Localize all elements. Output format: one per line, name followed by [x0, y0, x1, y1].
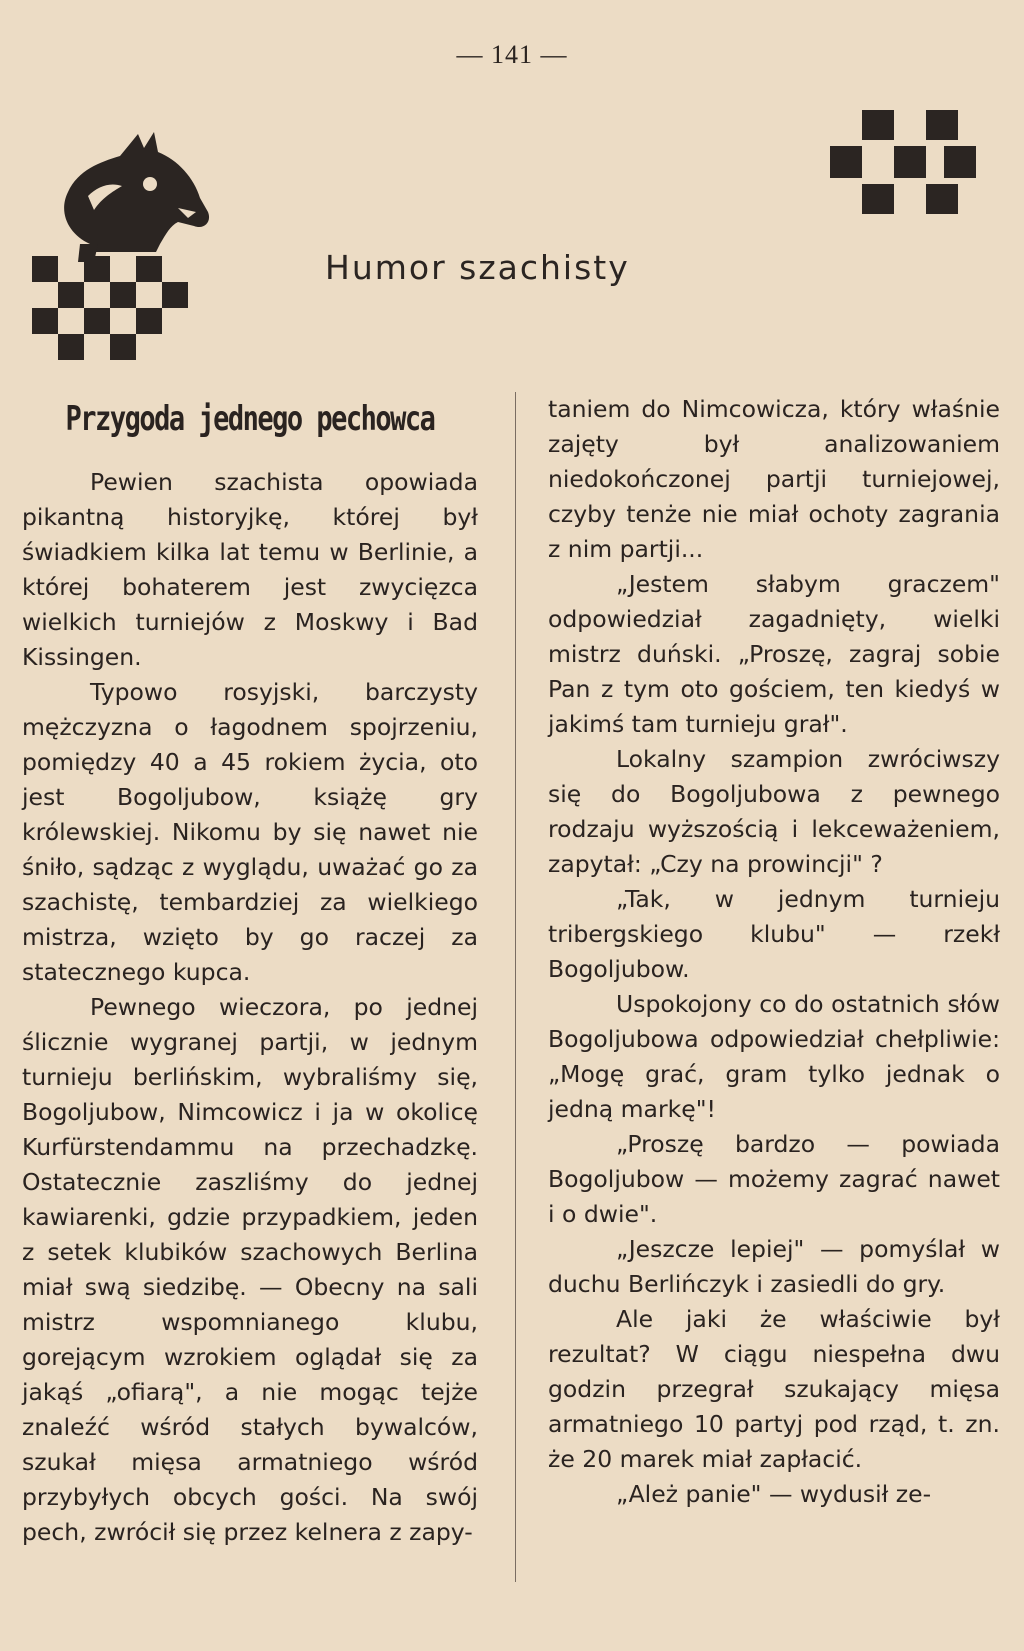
paragraph: Lokalny szampion zwróciwszy się do Bogoljubowa z pewnego rodzaju wyższością i lekceważeniem, zapytał: „Czy na prowincji" ? — [548, 745, 1000, 878]
page-title: Humor szachisty — [325, 248, 630, 287]
paragraph-continuation: taniem do Nimcowicza, który właśnie zajęty był analizowaniem niedokończonej partji turniejowej, czyby tenże nie miał ochoty zagrania z nim partji... — [548, 395, 1000, 563]
right-column — [548, 392, 1000, 1512]
paragraph: Typowo rosyjski, barczysty mężczyzna o łagodnem spojrzeniu, pomiędzy 40 a 45 rokiem życia, oto jest Bogoljubow, książę gry królewskiej. Nikomu by się nawet nie śniło, sądząc z wyglądu, uważać go za szachistę, tembardziej za wielkiego mistrza, wzięto by go raczej za statecznego kupca. — [22, 678, 478, 986]
chess-knight-emblem — [28, 126, 228, 366]
paragraph: „Jestem słabym graczem" odpowiedział zagadnięty, wielki mistrz duński. „Proszę, zagraj sobie Pan z tym oto gościem, ten kiedyś w jakimś tam turnieju grał". — [548, 570, 1000, 738]
paragraph: Uspokojony co do ostatnich słów Bogoljubowa odpowiedział chełpliwie: „Mogę grać, gram tylko jednak o jedną markę"! — [548, 990, 1000, 1123]
column-divider — [515, 392, 516, 1582]
paragraph: Pewnego wieczora, po jednej ślicznie wygranej partji, w jednym turnieju berlińskim, wybraliśmy się, Bogoljubow, Nimcowicz i ja w okolicę Kurfürstendammu na przechadzkę. Ostatecznie zaszliśmy do jednej kawiarenki, gdzie przypadkiem, jeden z setek klubików szachowych Berlina miał swą siedzibę. — Obecny na sali mistrz wspomnianego klubu, gorejącym wzrokiem oglądał się za jakąś „ofiarą", a nie mogąc tejże znaleźć wśród stałych bywalców, szukał mięsa armatniego wśród przybyłych obcych gości. Na swój pech, zwrócił się przez kelnera z zapy- — [22, 993, 478, 1546]
paragraph: „Proszę bardzo — powiada Bogoljubow — możemy zagrać nawet i o dwie". — [548, 1130, 1000, 1228]
paragraph: „Tak, w jednym turnieju tribergskiego klubu" — rzekł Bogoljubow. — [548, 885, 1000, 983]
chessboard-emblem — [826, 108, 976, 218]
paragraph: „Ależ panie" — wydusił ze- — [616, 1480, 932, 1508]
article-heading: Przygoda jednego pechowca — [65, 400, 435, 439]
paragraph: Pewien szachista opowiada pikantną historyjkę, której był świadkiem kilka lat temu w Berlinie, a której bohaterem jest zwycięzca wielkich turniejów z Moskwy i Bad Kissingen. — [22, 468, 478, 671]
paragraph: Ale jaki że właściwie był rezultat? W ciągu niespełna dwu godzin przegrał szukający mięsa armatniego 10 partyj pod rząd, t. zn. że 20 marek miał zapłacić. — [548, 1305, 1000, 1473]
left-column — [22, 392, 478, 1550]
paragraph: „Jeszcze lepiej" — pomyślał w duchu Berlińczyk i zasiedli do gry. — [548, 1235, 1000, 1298]
page-number: — 141 — — [456, 40, 568, 69]
